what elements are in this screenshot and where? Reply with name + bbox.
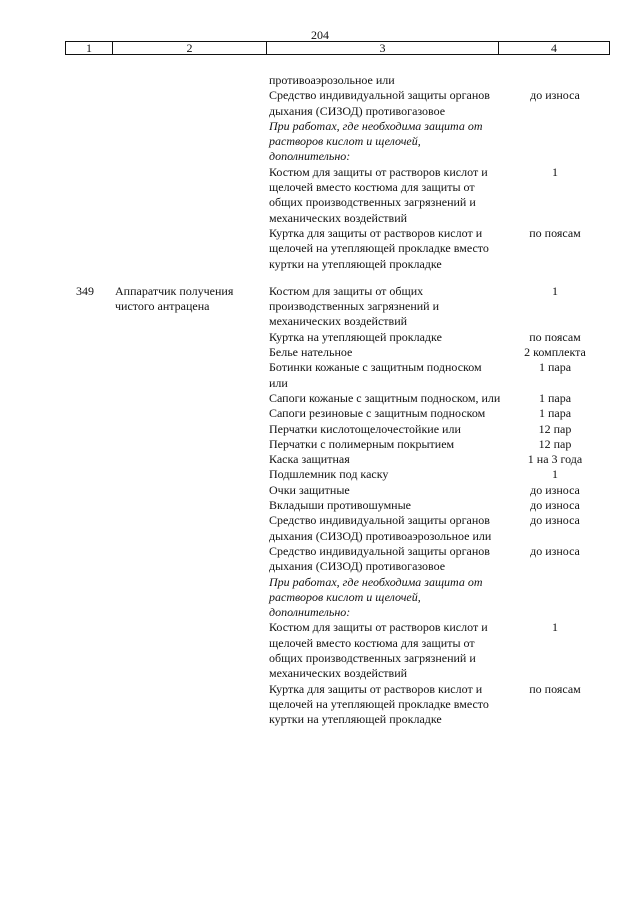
item-text: Куртка на утепляющей прокладке — [269, 329, 442, 344]
item-text: Очки защитные — [269, 482, 350, 497]
item-quantity: 1 — [552, 164, 558, 179]
item-text: Куртка для защиты от растворов кислот и щелочей на утепляющей прокладке вместо куртки на утепляющей прокладке — [269, 681, 489, 727]
item-text: Каска защитная — [269, 452, 350, 467]
item-text: Средство индивидуальной защиты органов дыхания (СИЗОД) противогазовое — [269, 88, 490, 118]
item-quantity: 1 пара — [538, 360, 572, 375]
table-row — [0, 620, 640, 681]
item-text: противоаэрозольное или — [269, 73, 395, 87]
header-col-3: 3 — [267, 42, 499, 54]
item-quantity: 1 — [552, 467, 558, 482]
page-number: 204 — [311, 28, 329, 42]
table-body — [0, 73, 640, 727]
table-row — [0, 682, 640, 728]
table-row — [0, 452, 640, 467]
item-text: Сапоги резиновые с защитным подноском — [269, 406, 486, 421]
table-row — [0, 119, 640, 165]
item-quantity: до износа — [530, 482, 580, 497]
item-quantity: по поясам — [529, 329, 581, 344]
item-text: Вкладыши противошумные — [269, 498, 411, 513]
item-text: Костюм для защиты от растворов кислот и щелочей вместо костюма для защиты от общих производственных загрязнений и механических воздействий — [269, 620, 488, 681]
table-row — [0, 437, 640, 452]
table-header — [65, 41, 610, 55]
item-quantity: до износа — [530, 513, 580, 528]
item-quantity: по поясам — [529, 681, 581, 696]
table-row — [0, 226, 640, 272]
table-row — [0, 165, 640, 226]
item-text: Костюм для защиты от растворов кислот и щелочей вместо костюма для защиты от общих производственных загрязнений и механических воздействий — [269, 164, 488, 225]
table-row — [0, 73, 640, 88]
table-row — [0, 422, 640, 437]
table-row — [0, 360, 640, 391]
item-quantity: 1 — [552, 283, 558, 298]
table-row — [0, 330, 640, 345]
item-note: При работах, где необходима защита от растворов кислот и щелочей, дополнительно: — [269, 574, 483, 620]
table-row — [0, 483, 640, 498]
item-text: Куртка для защиты от растворов кислот и щелочей на утепляющей прокладке вместо куртки на утепляющей прокладке — [269, 225, 489, 271]
table-row — [0, 498, 640, 513]
table-row — [0, 406, 640, 421]
item-quantity: 2 комплекта — [524, 345, 586, 360]
item-quantity: 1 пара — [538, 406, 572, 421]
item-text: Средство индивидуальной защиты органов дыхания (СИЗОД) противоаэрозольное или — [269, 513, 492, 543]
table-row — [0, 513, 640, 544]
item-quantity: до износа — [530, 498, 580, 513]
header-col-4: 4 — [551, 41, 557, 55]
table-row — [0, 88, 640, 119]
item-text: Перчатки кислотощелочестойкие или — [269, 421, 461, 436]
item-text: Белье нательное — [269, 345, 353, 360]
item-quantity: до износа — [530, 88, 580, 103]
item-quantity: 1 пара — [538, 390, 572, 405]
item-quantity: до износа — [530, 543, 580, 558]
item-note: При работах, где необходима защита от растворов кислот и щелочей, дополнительно: — [269, 118, 483, 164]
occupation-name: Аппаратчик получения чистого антрацена — [115, 283, 234, 314]
header-col-1: 1 — [66, 42, 113, 54]
item-text: Сапоги кожаные с защитным подноском, или — [269, 390, 501, 405]
item-quantity: 1 — [552, 620, 558, 635]
item-text: Подшлемник под каску — [269, 467, 389, 482]
table-row — [0, 345, 640, 360]
item-text: Костюм для защиты от общих производственных загрязнений и механических воздействий — [269, 283, 440, 329]
item-text: Перчатки с полимерным покрытием — [269, 436, 455, 451]
item-quantity: 1 на 3 года — [527, 452, 583, 467]
table-row — [0, 575, 640, 621]
table-row — [0, 544, 640, 575]
header-col-2: 2 — [113, 42, 267, 54]
item-text: Ботинки кожаные с защитным подноском или — [269, 360, 482, 390]
entry-number: 349 — [76, 283, 94, 298]
table-row — [0, 391, 640, 406]
table-row — [0, 284, 640, 330]
table-row — [0, 467, 640, 482]
item-text: Средство индивидуальной защиты органов дыхания (СИЗОД) противогазовое — [269, 543, 490, 574]
item-quantity: 12 пар — [538, 421, 572, 436]
item-quantity: 12 пар — [538, 436, 572, 451]
item-quantity: по поясам — [529, 225, 581, 240]
